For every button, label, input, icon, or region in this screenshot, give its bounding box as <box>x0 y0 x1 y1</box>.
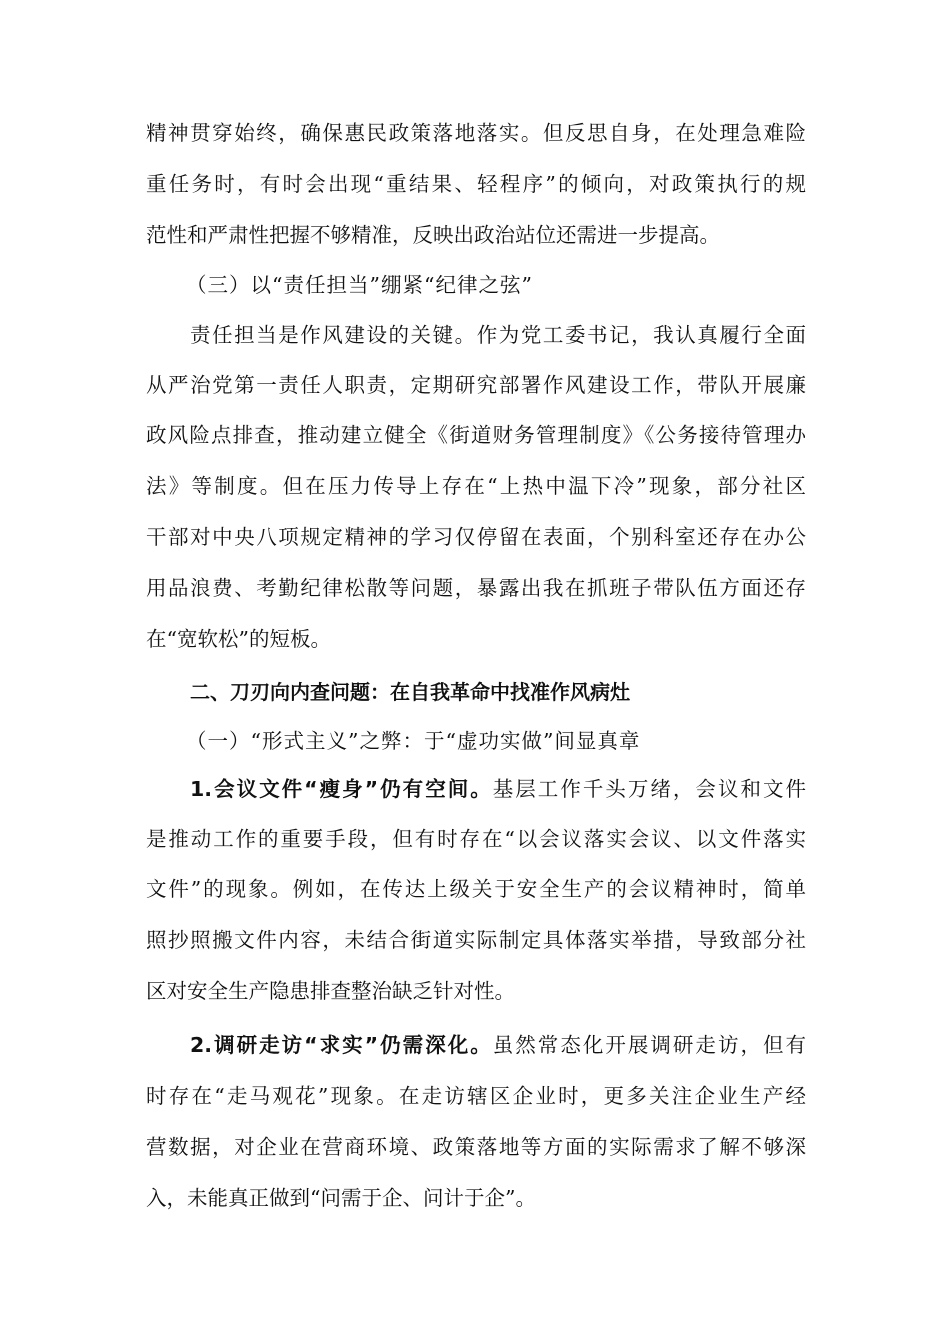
item-2-lead: 2.调研走访“求实”仍需深化。 <box>190 1033 493 1057</box>
item-1-text: 基层工作千头万绪，会议和文件 <box>492 777 807 801</box>
paragraph-line: 政风险点排查，推动建立健全《街道财务管理制度》《公务接待管理办 <box>146 423 806 447</box>
paragraph-line: 干部对中央八项规定精神的学习仅停留在表面，个别科室还存在办公 <box>146 525 806 549</box>
subheading-1: （一）“形式主义”之弊：于“虚功实做”间显真章 <box>186 729 641 753</box>
paragraph-line: 是推动工作的重要手段，但有时存在“以会议落实会议、以文件落实 <box>146 827 806 851</box>
section-heading-2: 二、刀刃向内查问题：在自我革命中找准作风病灶 <box>190 680 630 704</box>
paragraph-line: 从严治党第一责任人职责，定期研究部署作风建设工作，带队开展廉 <box>146 373 806 397</box>
paragraph-line: 责任担当是作风建设的关键。作为党工委书记，我认真履行全面 <box>190 323 806 347</box>
paragraph-line: 入，未能真正做到“问需于企、问计于企”。 <box>146 1186 536 1210</box>
paragraph-line: 照抄照搬文件内容，未结合街道实际制定具体落实举措，导致部分社 <box>146 928 806 952</box>
item-1-first-line <box>190 774 806 804</box>
paragraph-line: 时存在“走马观花”现象。在走访辖区企业时，更多关注企业生产经 <box>146 1084 806 1108</box>
paragraph-line: 文件”的现象。例如，在传达上级关于安全生产的会议精神时，简单 <box>146 877 806 901</box>
item-2-text: 虽然常态化开展调研走访，但有 <box>492 1033 807 1057</box>
item-2-first-line <box>190 1030 806 1060</box>
paragraph-line: 营数据，对企业在营商环境、政策落地等方面的实际需求了解不够深 <box>146 1135 806 1159</box>
paragraph-line: 范性和严肃性把握不够精准，反映出政治站位还需进一步提高。 <box>146 223 720 247</box>
item-1-lead: 1.会议文件“瘦身”仍有空间。 <box>190 777 493 801</box>
paragraph-line: 区对安全生产隐患排查整治缺乏针对性。 <box>146 979 515 1003</box>
paragraph-line: 在“宽软松”的短板。 <box>146 627 331 651</box>
subheading-3: （三）以“责任担当”绷紧“纪律之弦” <box>186 273 533 297</box>
paragraph-line: 法》等制度。但在压力传导上存在“上热中温下冷”现象，部分社区 <box>146 474 806 498</box>
paragraph-line: 精神贯穿始终，确保惠民政策落地落实。但反思自身，在处理急难险 <box>146 121 806 145</box>
paragraph-line: 重任务时，有时会出现“重结果、轻程序”的倾向，对政策执行的规 <box>146 172 806 196</box>
paragraph-line: 用品浪费、考勤纪律松散等问题，暴露出我在抓班子带队伍方面还存 <box>146 576 806 600</box>
